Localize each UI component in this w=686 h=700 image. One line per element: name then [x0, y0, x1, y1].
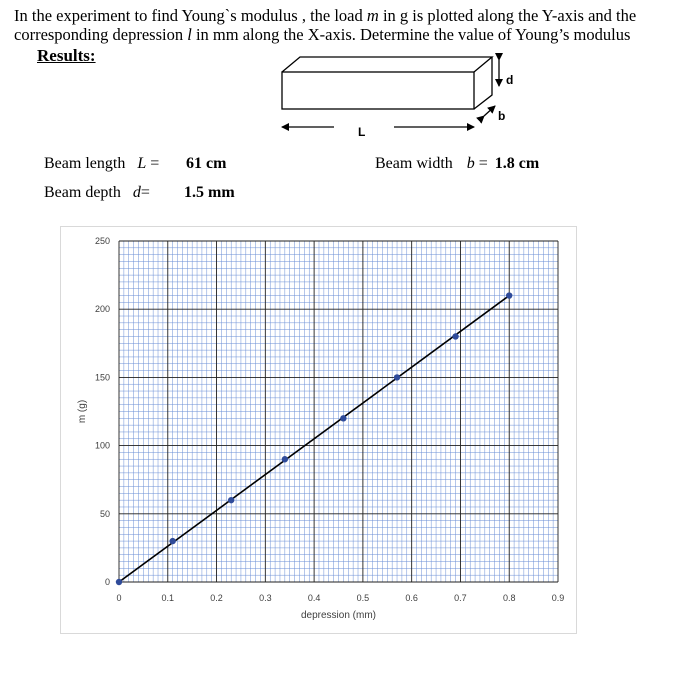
- x-tick-label: 0.2: [210, 593, 223, 603]
- beam-width-label: Beam width: [375, 155, 453, 172]
- beam-depth-label: Beam depth: [44, 184, 121, 201]
- chart-container: [60, 226, 577, 634]
- data-point: [228, 497, 234, 503]
- x-tick-label: 0.8: [502, 593, 516, 603]
- data-point: [340, 415, 346, 421]
- results-heading: Results:: [37, 46, 96, 65]
- y-tick-label: 100: [94, 440, 110, 451]
- mass-symbol: m: [366, 6, 379, 25]
- data-point: [116, 579, 122, 585]
- length-label: L: [358, 125, 366, 139]
- question-line2-b: in mm along the X-axis. Determine the value of Young’s modulus: [191, 25, 631, 44]
- x-tick-labels: [116, 593, 564, 603]
- y-tick-label: 50: [99, 508, 110, 519]
- depth-label: d: [506, 73, 514, 87]
- beam-length-eq: =: [150, 155, 160, 172]
- y-axis-label: m (g): [77, 399, 88, 424]
- beam-depth-symbol: d: [132, 184, 141, 201]
- width-arrow: [484, 106, 495, 116]
- data-point: [452, 333, 458, 339]
- y-tick-label: 150: [94, 372, 110, 383]
- beam-length-label: Beam length: [44, 155, 126, 172]
- y-tick-label: 0: [104, 577, 110, 587]
- beam-width-symbol: b: [466, 155, 475, 172]
- beam-depth-eq: =: [140, 184, 150, 201]
- x-tick-label: 0: [116, 593, 122, 603]
- question-line1-b: in g is plotted along the Y-axis and the: [378, 6, 637, 25]
- x-tick-label: 0.1: [161, 593, 175, 603]
- beam-diagram: [270, 52, 530, 152]
- question-line1-a: In the experiment to find Young`s modulus , the load: [14, 6, 367, 25]
- data-point: [282, 456, 288, 462]
- y-tick-label: 200: [94, 304, 110, 315]
- beam-box: [282, 57, 492, 109]
- data-point: [506, 292, 512, 298]
- question-line2-a: corresponding depression: [14, 25, 188, 44]
- x-tick-label: 0.6: [405, 593, 418, 603]
- x-tick-label: 0.9: [551, 593, 565, 603]
- x-tick-label: 0.5: [356, 593, 370, 603]
- x-axis-label: depression (mm): [300, 610, 377, 621]
- beam-length-value: 61 cm: [186, 155, 227, 172]
- x-tick-label: 0.3: [259, 593, 272, 603]
- beam-depth-row: [44, 184, 150, 202]
- width-label: b: [498, 109, 506, 123]
- data-point: [169, 538, 175, 544]
- chart-svg: [61, 227, 576, 633]
- beam-length-symbol: L: [137, 155, 147, 172]
- beam-depth-value: 1.5 mm: [184, 184, 235, 201]
- y-tick-label: 250: [94, 236, 110, 246]
- x-tick-label: 0.7: [454, 593, 467, 603]
- beam-width-value: 1.8 cm: [494, 155, 540, 172]
- minor-gridlines: [119, 241, 558, 582]
- beam-width-eq: =: [478, 155, 488, 172]
- question-text: [14, 6, 674, 44]
- depression-symbol: l: [187, 25, 192, 44]
- y-tick-labels: [95, 236, 110, 587]
- data-point: [394, 374, 400, 380]
- x-tick-label: 0.4: [307, 593, 321, 603]
- beam-length-row: [44, 155, 159, 173]
- beam-width-row: [375, 155, 539, 173]
